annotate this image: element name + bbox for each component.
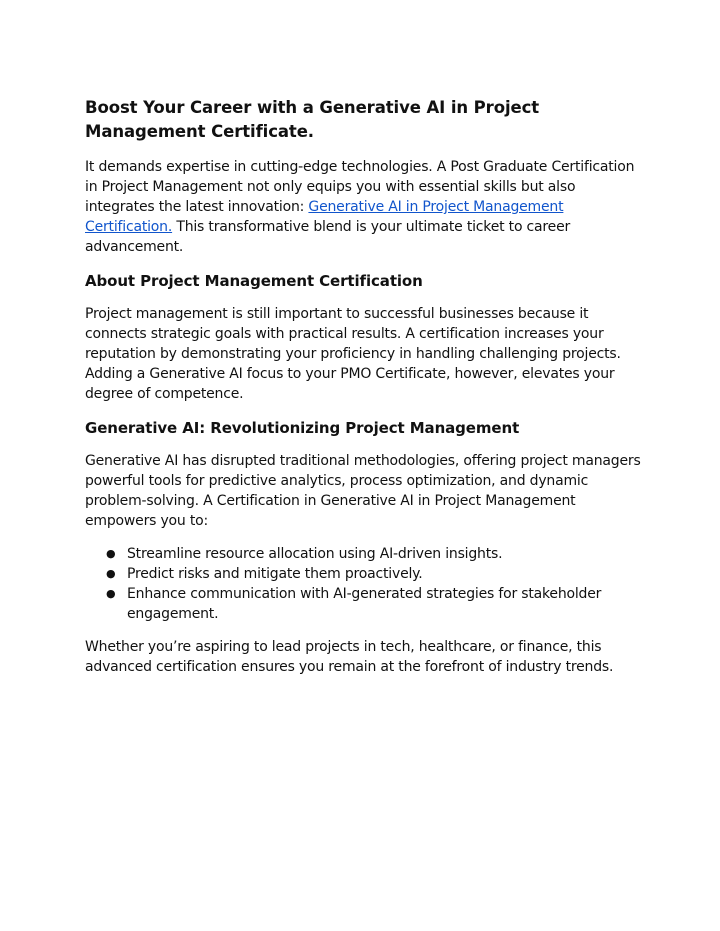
list-item [85,564,645,584]
genai-paragraph: Generative AI has disrupted traditional methodologies, offering project managers powerful tools for predictive analytics, process optimization, and dynamic problem-solving. A Certification in Generative AI in Project Management empowers you to: [85,453,641,529]
bullet-icon: ● [106,547,116,560]
certification-link[interactable]: Generative AI in Project Management Certification. [85,199,564,235]
about-heading: About Project Management Certification [85,272,423,290]
list-item-text: Streamline resource allocation using AI-driven insights. [127,546,503,562]
about-paragraph: Project management is still important to successful businesses because it connects strategic goals with practical results. A certification increases your reputation by demonstrating your proficiency in handling challenging projects. Adding a Generative AI focus to your PMO Certificate, however, elevates your degree of competence. [85,306,621,402]
bullet-icon: ● [106,567,116,580]
closing-paragraph: Whether you’re aspiring to lead projects in tech, healthcare, or finance, this advanced certification ensures you remain at the forefront of industry trends. [85,639,614,675]
document-title: Boost Your Career with a Generative AI in Project Management Certificate. [85,98,540,141]
document-page [85,96,645,690]
genai-heading: Generative AI: Revolutionizing Project Management [85,419,520,437]
list-item-text: Predict risks and mitigate them proactively. [127,566,423,582]
benefits-list [85,544,645,624]
intro-paragraph [85,157,645,257]
list-item-text: Enhance communication with AI-generated strategies for stakeholder engagement. [127,586,602,622]
list-item [85,584,645,624]
intro-text-after-link: This transformative blend is your ultimate ticket to career advancement. [85,219,571,255]
bullet-icon: ● [106,587,116,600]
intro-text-before-link: It demands expertise in cutting-edge technologies. A Post Graduate Certification in Project Management not only equips you with essential skills but also integrates the latest innovation: [85,159,635,215]
list-item [85,544,645,564]
